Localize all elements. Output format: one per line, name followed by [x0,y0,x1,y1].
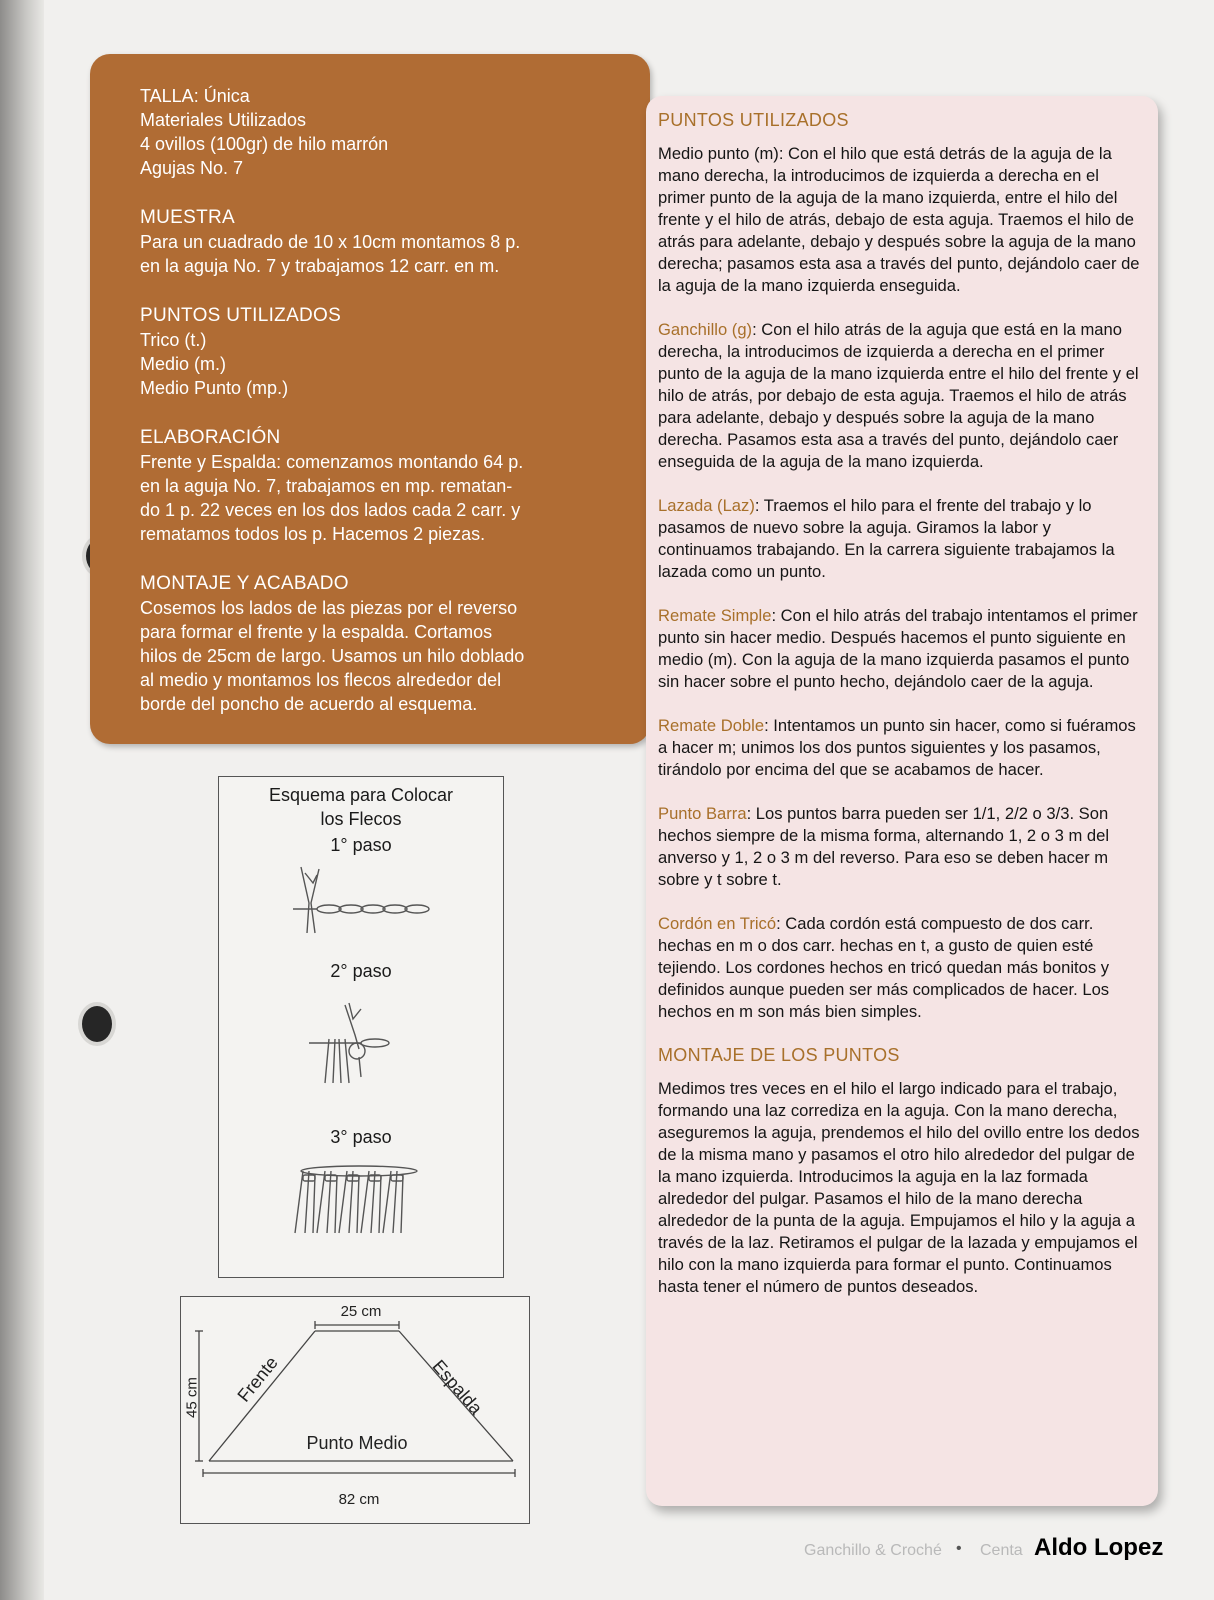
muestra-line: en la aguja No. 7 y trabajamos 12 carr. en m. [140,256,500,276]
poncho-diagram [180,1296,530,1524]
cordon-text: : Cada cordón está compuesto de dos carr. hechas en m o dos carr. hechas en t, a gusto de quien esté tejiendo. Los cordones hechos en tricó quedan más bonitos y definidos aunque pueden ser más complicados de hacer. Los hechos en m son más bien simples. [658,914,1110,1021]
remate-doble-text: : Intentamos un punto sin hacer, como si fuéramos a hacer m; unimos los dos puntos siguientes y los pasamos, tirándolo por encima del que se acabamos de hacer. [658,716,1136,779]
montaje-line: Cosemos los lados de las piezas por el reverso [140,598,518,618]
page-edge-shadow [0,0,44,1600]
step1-label: 1° paso [330,835,392,855]
puntos-heading: PUNTOS UTILIZADOS [140,305,342,326]
magazine-name: Ganchillo & Croché [804,1542,942,1559]
montaje-puntos-paragraph: Medimos tres veces en el hilo el largo indicado para el trabajo, formando una laz corrediza en la aguja. Con la mano derecha, aseguremos la aguja, prendemos el hilo del ovillo entre los dedos de la misma mano y pasamos el otro hilo alrededor del pulgar de la mano izquierda. Introducimos la aguja en la laz formada alrededor del pulgar. Pasamos el hilo de la mano derecha alrededor de la punta de la aguja. Empujamos el hilo y la aguja a través de la laz. Retiramos el pulgar de la lazada y empujamos el hilo con la mano izquierda para formar el punto. Continuamos hasta tener el número de puntos deseados. [658,1079,1140,1296]
elaboracion-line: rematamos todos los p. Hacemos 2 piezas. [140,524,486,544]
muestra-section [140,206,630,278]
bottom-width-label: 82 cm [338,1491,380,1508]
montaje-line: al medio y montamos los flecos alrededor del [140,670,502,690]
puntos-utilizados-heading: PUNTOS UTILIZADOS [658,110,849,130]
step3-illustration [289,1161,429,1241]
remate-simple-term: Remate Simple [658,606,772,625]
remate-doble-paragraph [658,715,1144,781]
remate-simple-text: : Con el hilo atrás del trabajo intentamos el primer punto sin hacer medio. Después hacemos el punto siguiente en medio (m). Con la aguja de la mano izquierda pasamos el punto sin hacer sobre el punto hecho, dejándolo caer de la aguja. [658,606,1138,691]
ganchillo-term: Ganchillo (g) [658,320,753,339]
elaboracion-section [140,426,630,546]
puntos-item: Trico (t.) [140,330,207,350]
talla-heading: TALLA: [140,86,199,106]
montaje-puntos-heading: MONTAJE DE LOS PUNTOS [658,1045,900,1065]
height-label: 45 cm [183,1377,201,1418]
medio-punto-paragraph: Medio punto (m): Con el hilo que está detrás de la aguja de la mano derecha, la introducimos de izquierda a derecha en el primer punto de la aguja de la mano izquierda, entre el hilo del frente y el hilo de atrás, debajo de esta aguja. Traemos el hilo de atrás para adelante, debajo y después sobre la aguja de la mano derecha; pasamos esta asa a través del punto, dejándolo caer de la aguja de la mano izquierda enseguida. [658,144,1140,295]
puntos-item: Medio (m.) [140,354,227,374]
materials-line: Agujas No. 7 [140,158,244,178]
talla-section [140,84,630,180]
top-width-label: 25 cm [340,1303,382,1320]
step1-illustration [289,863,439,943]
ganchillo-text: : Con el hilo atrás de la aguja que está en la mano derecha, la introducimos de izquierda a derecha en el primer punto de la aguja de la mano izquierda entre el hilo del frente y el hilo de atrás, por debajo de esta aguja. Traemos el hilo de atrás para adelante, debajo y después sobre la aguja de la mano derecha. Pasamos esta asa a través del punto, dejándolo caer enseguida de la aguja de la mano izquierda. [658,320,1139,471]
montaje-line: hilos de 25cm de largo. Usamos un hilo doblado [140,646,525,666]
remate-simple-paragraph [658,605,1144,693]
ganchillo-paragraph [658,319,1144,473]
muestra-line: Para un cuadrado de 10 x 10cm montamos 8 p. [140,232,521,252]
talla-value: Única [198,86,250,106]
materials-line: 4 ovillos (100gr) de hilo marrón [140,134,389,154]
materials-line: Materiales Utilizados [140,110,307,130]
stitches-card [646,96,1158,1506]
lazada-term: Lazada (Laz) [658,496,755,515]
cordon-term: Cordón en Tricó [658,914,777,933]
footer-section: Centa [980,1542,1023,1559]
frente-label: Frente [233,1352,282,1406]
punto-barra-paragraph [658,803,1144,891]
punto-medio-label: Punto Medio [306,1433,408,1453]
elaboracion-line: Frente y Espalda: comenzamos montando 64 p. [140,452,524,472]
footer-separator: • [956,1540,962,1557]
step2-illustration [305,999,415,1089]
remate-doble-term: Remate Doble [658,716,765,735]
elaboracion-heading: ELABORACIÓN [140,427,281,448]
cordon-paragraph [658,913,1144,1023]
montaje-heading: MONTAJE Y ACABADO [140,573,349,594]
espalda-label: Espalda [428,1356,487,1419]
puntos-section [140,304,630,400]
schema-title-line: los Flecos [320,809,402,829]
schema-title [219,783,503,831]
materials-card [90,54,650,744]
montaje-section [140,572,630,716]
schema-title-line: Esquema para Colocar [268,785,454,805]
montaje-line: borde del poncho de acuerdo al esquema. [140,694,478,714]
step3-label: 3° paso [330,1127,392,1147]
muestra-heading: MUESTRA [140,207,235,228]
puntos-item: Medio Punto (mp.) [140,378,289,398]
montaje-line: para formar el frente y la espalda. Cortamos [140,622,493,642]
step2-label: 2° paso [330,961,392,981]
binder-hole [82,1006,112,1042]
punto-barra-term: Punto Barra [658,804,747,823]
elaboracion-line: do 1 p. 22 veces en los dos lados cada 2 carr. y [140,500,521,520]
fringe-schema [218,776,504,1278]
punto-barra-text: : Los puntos barra pueden ser 1/1, 2/2 o 3/3. Son hechos siempre de la misma forma, alternando 1, 2 o 3 m del anverso y 1, 2 o 3 m del reverso. Para eso se deben hacer m sobre y t sobre t. [658,804,1110,889]
signature: Aldo Lopez [1034,1534,1164,1561]
elaboracion-line: en la aguja No. 7, trabajamos en mp. rematan- [140,476,513,496]
lazada-text: : Traemos el hilo para el frente del trabajo y lo pasamos de nuevo sobre la aguja. Giramos la labor y continuamos trabajando. En la carrera siguiente trabajamos la lazada como un punto. [658,496,1115,581]
lazada-paragraph [658,495,1144,583]
